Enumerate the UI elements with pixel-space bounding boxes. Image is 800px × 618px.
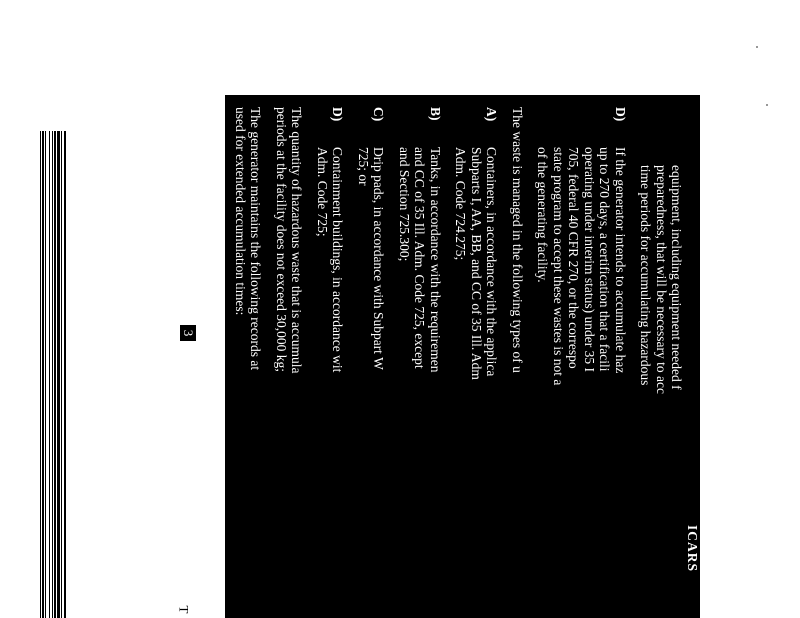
text-line — [274, 95, 290, 618]
text-line — [397, 95, 413, 618]
paragraph-gap — [387, 95, 397, 618]
text-line — [315, 95, 331, 618]
barcode-bar — [56, 131, 57, 618]
paragraph — [233, 95, 264, 618]
line-text: Adm. Code 725; — [315, 147, 330, 237]
page-text — [225, 95, 700, 618]
paragraph — [510, 95, 526, 618]
text-line — [654, 95, 670, 618]
item-label: B) — [428, 107, 443, 121]
paragraph-list — [225, 95, 685, 618]
text-line — [669, 95, 685, 618]
text-line — [248, 95, 264, 618]
text-line — [289, 95, 305, 618]
line-text: Adm. Code 724.275; — [453, 147, 469, 261]
paragraph — [638, 95, 685, 618]
text-line — [330, 95, 346, 618]
paragraph-gap — [525, 95, 535, 618]
text-line — [613, 95, 629, 618]
text-line — [356, 95, 372, 618]
paragraph-gap — [500, 95, 510, 618]
barcode-bar — [44, 131, 45, 618]
barcode-bar — [50, 131, 52, 618]
header-title: ICARS — [685, 525, 700, 573]
line-text: Drip pads, in accordance with Subpart W — [371, 147, 387, 370]
line-text: The generator maintains the following records at — [248, 107, 264, 371]
paragraph — [535, 95, 628, 618]
line-text: periods at the facility does not exceed 30,000 kg; — [274, 107, 289, 373]
line-text: If the generator intends to accumulate haz — [613, 147, 628, 374]
text-line — [469, 95, 485, 618]
text-line — [597, 95, 613, 618]
paragraph-gap — [264, 95, 274, 618]
paragraph — [356, 95, 387, 618]
paragraph — [315, 95, 346, 618]
text-line — [412, 95, 428, 618]
barcode-bar — [41, 131, 42, 618]
line-text: Containment buildings, in accordance wit — [330, 147, 346, 373]
line-text: time periods for accumulating hazardous — [638, 165, 654, 386]
barcode-strip — [40, 131, 66, 618]
text-line — [371, 95, 387, 618]
page-number: 3 — [180, 325, 196, 341]
text-line — [582, 95, 598, 618]
line-text: The waste is managed in the following types of u — [510, 107, 525, 373]
line-text: Subparts I, AA, BB, and CC of 35 Ill. Adm — [469, 147, 484, 380]
barcode-bar — [46, 131, 49, 618]
bottom-mark: T — [176, 605, 192, 614]
text-line — [566, 95, 582, 618]
text-line — [453, 95, 469, 618]
line-text: used for extended accumulation times: — [233, 107, 248, 316]
line-text: up to 270 days, a certification that a facili — [597, 147, 613, 372]
item-label: D) — [330, 107, 346, 122]
line-text: preparedness, that will be necessary to acc — [654, 165, 669, 395]
paragraph-gap — [628, 95, 638, 618]
paragraph — [397, 95, 444, 618]
line-text: Containers, in accordance with the applica — [484, 147, 500, 377]
paragraph-gap — [225, 95, 233, 618]
line-text: 705, federal 40 CFR 270, or the correspo — [566, 147, 582, 369]
barcode-bar — [62, 131, 64, 618]
scanned-page — [225, 95, 700, 618]
text-line — [638, 95, 654, 618]
text-line — [428, 95, 444, 618]
item-label: A) — [484, 107, 500, 122]
paragraph — [453, 95, 500, 618]
paragraph-gap — [346, 95, 356, 618]
line-text: The quantity of hazardous waste that is accumula — [289, 107, 305, 374]
scan-speck — [756, 46, 758, 48]
line-text: Tanks, in accordance with the requiremen — [428, 147, 443, 373]
text-line — [484, 95, 500, 618]
line-text: 725; or — [356, 147, 371, 186]
scan-speck — [766, 104, 768, 106]
line-text: and CC of 35 Ill. Adm. Code 725, except — [412, 147, 428, 369]
item-label: C) — [371, 107, 387, 122]
paragraph — [274, 95, 305, 618]
line-text: equipment, including equipment needed f — [669, 165, 685, 390]
text-line — [535, 95, 551, 618]
paragraph-gap — [443, 95, 453, 618]
line-text: of the generating facility. — [535, 147, 551, 283]
text-line — [551, 95, 567, 618]
paragraph-gap — [305, 95, 315, 618]
barcode-bar — [53, 131, 54, 618]
item-label: D) — [613, 107, 628, 122]
barcode-bar — [60, 131, 61, 618]
line-text: operating under interim status) under 35 I — [582, 147, 597, 372]
line-text: state program to accept these wastes is not a — [551, 147, 566, 386]
line-text: and Section 725.300; — [397, 147, 412, 262]
text-line — [510, 95, 526, 618]
text-line — [233, 95, 249, 618]
